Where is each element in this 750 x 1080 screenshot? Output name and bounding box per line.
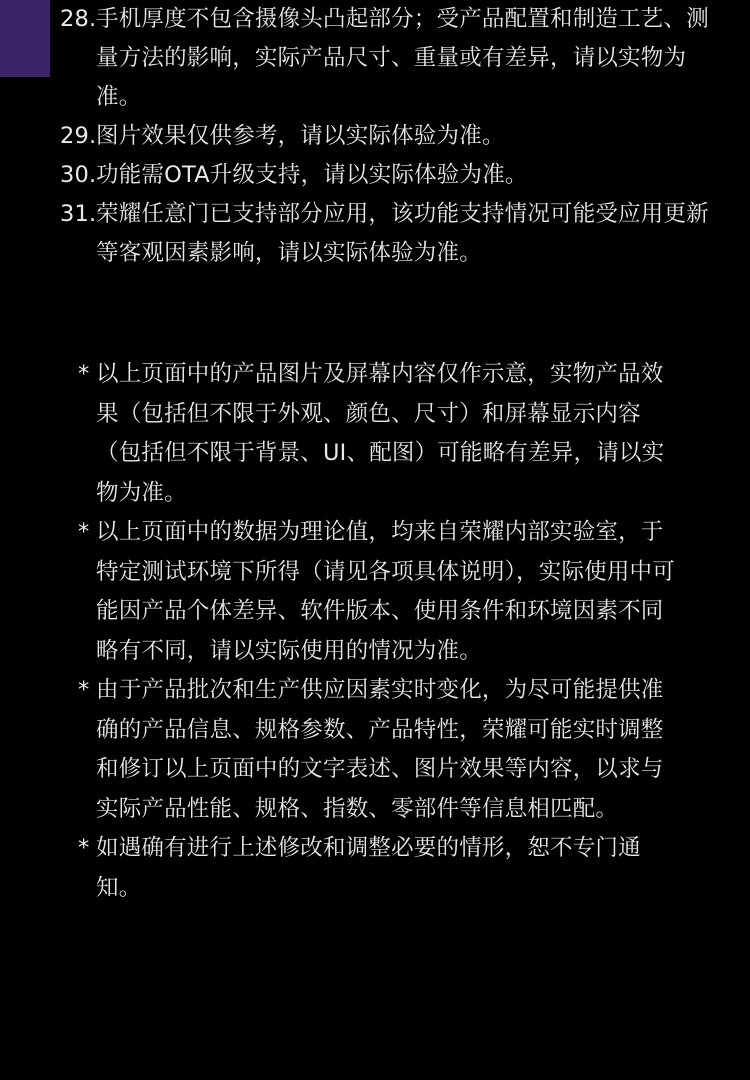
footnote-number: 31. [60,201,97,227]
footnote-number: 29. [60,123,97,149]
footnote-text: 荣耀任意门已支持部分应用，该功能支持情况可能受应用更新等客观因素影响，请以实际体验为准。 [96,201,709,266]
asterisk-marker: * [78,361,90,387]
footnote-text: 手机厚度不包含摄像头凸起部分；受产品配置和制造工艺、测量方法的影响，实际产品尺寸、重量或有差异，请以实物为准。 [96,6,709,110]
footnote-item [60,156,720,195]
disclaimer-item [78,513,678,671]
disclaimer-text: 以上页面中的产品图片及屏幕内容仅作示意，实物产品效果（包括但不限于外观、颜色、尺寸）和屏幕显示内容（包括但不限于背景、UI、配图）可能略有差异，请以实物为准。 [96,361,665,506]
disclaimer-text: 由于产品批次和生产供应因素实时变化，为尽可能提供准确的产品信息、规格参数、产品特性，荣耀可能实时调整和修订以上页面中的文字表述、图片效果等内容，以求与实际产品性能、规格、指数、零部件等信息相匹配。 [96,677,664,822]
disclaimer-item [78,671,678,829]
footnote-item [60,195,720,273]
footnote-number: 30. [60,162,97,188]
asterisk-marker: * [78,835,90,861]
corner-accent-block [0,0,50,77]
disclaimer-item [78,355,678,513]
footnote-number: 28. [60,6,97,32]
disclaimer-text: 以上页面中的数据为理论值，均来自荣耀内部实验室，于特定测试环境下所得（请见各项具体说明），实际使用中可能因产品个体差异、软件版本、使用条件和环境因素不同略有不同，请以实际使用的情况为准。 [96,519,675,664]
footnote-item [60,117,720,156]
footnote-item [60,0,720,117]
disclaimer-list [78,355,678,908]
asterisk-marker: * [78,519,90,545]
disclaimer-text: 如遇确有进行上述修改和调整必要的情形，恕不专门通知。 [96,835,641,901]
asterisk-marker: * [78,677,90,703]
footnote-text: 功能需OTA升级支持，请以实际体验为准。 [96,162,528,188]
footnote-list [60,0,720,273]
disclaimer-item [78,829,678,908]
footnote-text: 图片效果仅供参考，请以实际体验为准。 [96,123,505,149]
